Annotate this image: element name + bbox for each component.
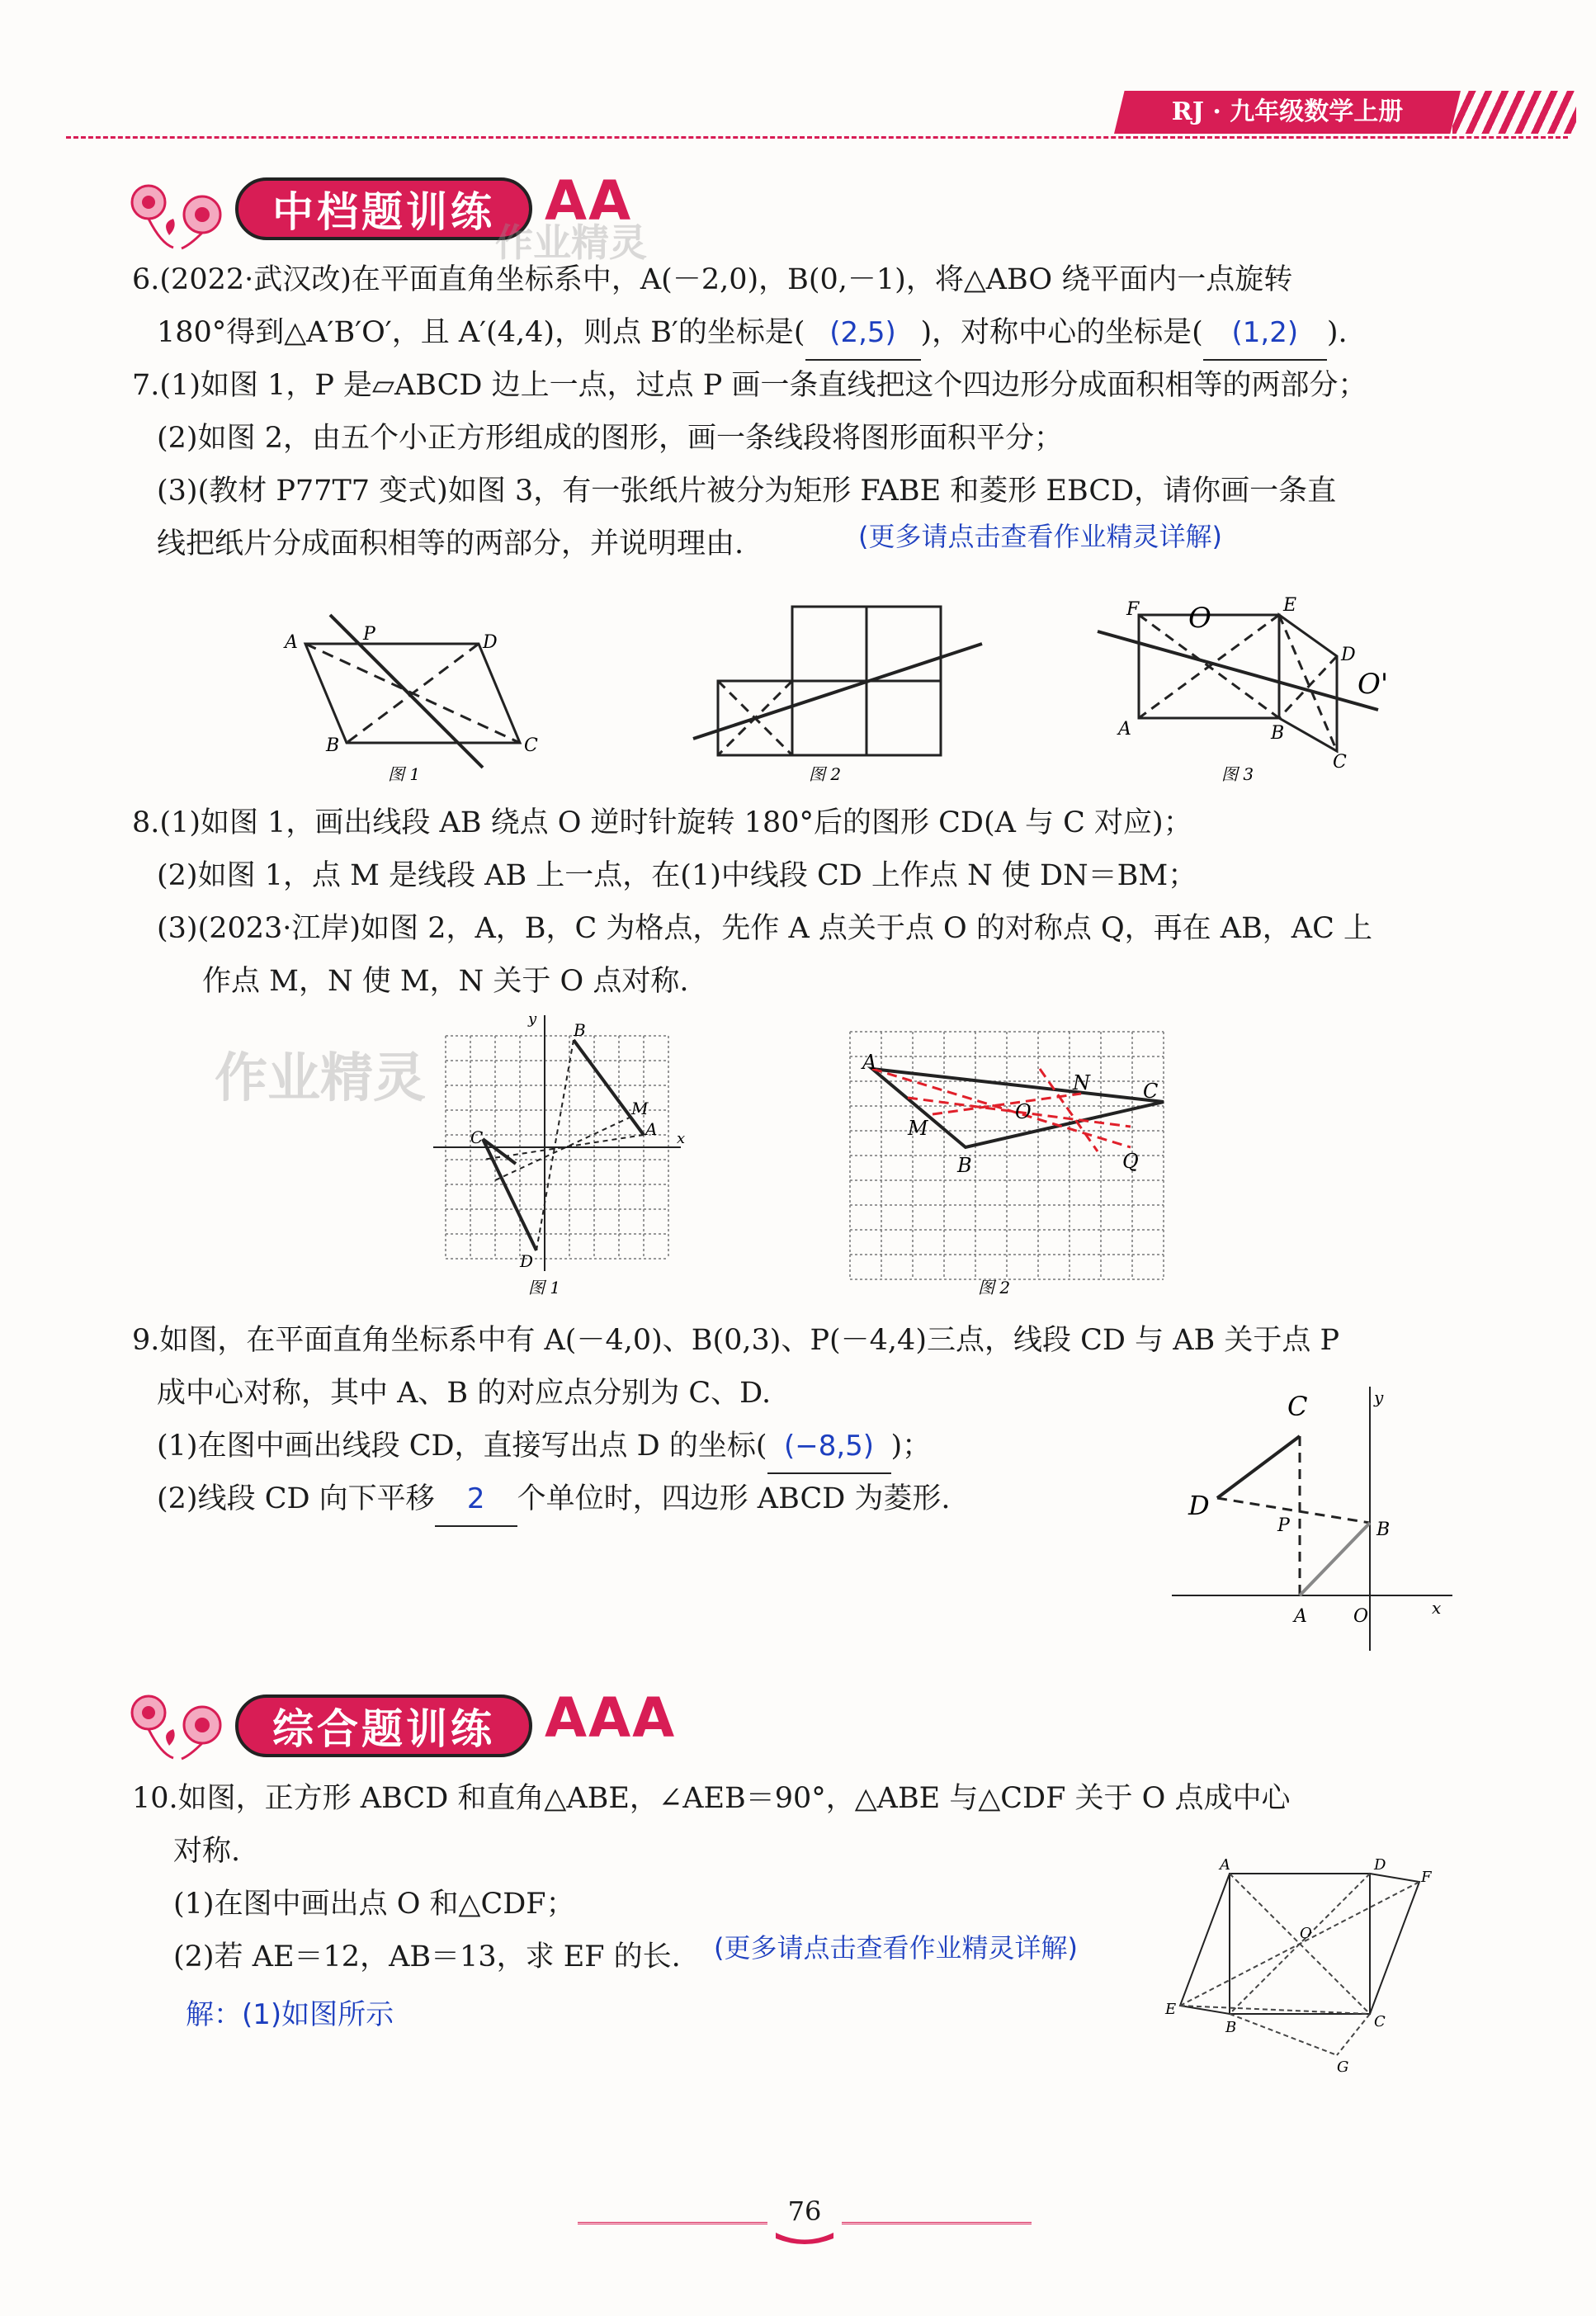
q9-answer1: (−8,5)	[783, 1430, 875, 1463]
q9-line3	[157, 1420, 931, 1474]
q10-line4: (2)若 AE＝12，AB＝13，求 EF 的长.	[173, 1940, 681, 1973]
q6-line1: 6.(2022·武汉改)在平面直角坐标系中，A(－2,0)，B(0,－1)，将△ABO 绕平面内一点旋转	[132, 263, 1293, 296]
q7-line1: 7.(1)如图 1，P 是▱ABCD 边上一点，过点 P 画一条直线把这个四边形分成面积相等的两部分；	[132, 369, 1367, 402]
svg-text:A: A	[645, 1119, 658, 1139]
q9-line3b: )；	[890, 1430, 932, 1463]
q9-line4b: 个单位时，四边形 ABCD 为菱形.	[517, 1482, 951, 1515]
svg-text:O: O	[1015, 1100, 1032, 1123]
q9-line1: 9.如图，在平面直角坐标系中有 A(－4,0)、B(0,3)、P(－4,4)三点，线段 CD 与 AB 关于点 P	[132, 1324, 1339, 1357]
q6-line2b: )，对称中心的坐标是(	[920, 316, 1203, 349]
svg-text:B: B	[1376, 1520, 1391, 1540]
q8-fig1-caption: 图 1	[528, 1278, 561, 1297]
footer-line-right	[842, 2222, 1032, 2224]
q9-line4a: (2)线段 CD 向下平移	[157, 1482, 435, 1515]
q8-figure1	[433, 1011, 685, 1297]
svg-text:D: D	[1374, 1856, 1386, 1874]
q7-line4: 线把纸片分成面积相等的两部分，并说明理由.	[157, 527, 744, 560]
q6-line2c: ).	[1326, 316, 1348, 349]
svg-text:A: A	[1220, 1856, 1230, 1874]
q8-figures	[429, 1011, 1254, 1303]
q6-answer2: (1,2)	[1231, 316, 1299, 349]
footer-line-left	[578, 2222, 767, 2224]
svg-text:x: x	[677, 1130, 686, 1147]
q10-line1: 10.如图，正方形 ABCD 和直角△ABE，∠AEB＝90°，△ABE 与△CDF 关于 O 点成中心	[132, 1782, 1291, 1815]
section-title-mid: 中档题训练	[235, 177, 532, 240]
q6-answer1: (2,5)	[829, 316, 896, 349]
svg-text:x: x	[1432, 1598, 1442, 1618]
q7-fig1-caption: 图 1	[388, 764, 421, 784]
svg-text:D: D	[520, 1251, 534, 1271]
svg-text:B: B	[326, 735, 340, 756]
svg-text:A: A	[285, 632, 298, 653]
header-bar	[0, 0, 1596, 149]
q7-figure2	[693, 607, 982, 755]
svg-text:A: A	[1294, 1606, 1307, 1627]
svg-text:y: y	[1374, 1387, 1384, 1407]
svg-text:B: B	[957, 1154, 972, 1177]
svg-text:y: y	[528, 1011, 537, 1028]
svg-text:N: N	[1073, 1071, 1090, 1094]
page-number: 76	[787, 2195, 822, 2227]
q7-figure3	[1098, 595, 1388, 773]
svg-text:E: E	[1165, 2001, 1177, 2018]
flower-icon-2	[124, 1680, 239, 1765]
q9-line4	[157, 1472, 951, 1527]
section-title-comp: 综合题训练	[235, 1694, 532, 1757]
svg-text:C: C	[524, 735, 538, 756]
q7-line2: (2)如图 2，由五个小正方形组成的图形，画一条线段将图形面积平分；	[157, 422, 1063, 455]
q7-figure1	[283, 615, 538, 768]
q7-hint[interactable]: (更多请点击查看作业精灵详解)	[858, 521, 1222, 552]
svg-text:C: C	[1143, 1080, 1159, 1103]
q6-line2a: 180°得到△A′B′O′，且 A′(4,4)，则点 B′的坐标是(	[157, 316, 805, 349]
svg-text:O: O	[1300, 1925, 1312, 1942]
svg-text:M: M	[631, 1099, 649, 1118]
flower-icon	[124, 169, 239, 255]
svg-text:B: B	[574, 1020, 586, 1040]
svg-text:C: C	[1287, 1391, 1308, 1422]
q10-line3: (1)在图中画出点 O 和△CDF；	[173, 1888, 575, 1921]
q8-line1: 8.(1)如图 1，画出线段 AB 绕点 O 逆时针旋转 180°后的图形 CD(A 与 C 对应)；	[132, 806, 1192, 839]
q10-solution: 解：(1)如图所示	[186, 1998, 394, 2031]
header-label: RJ · 九年级数学上册	[1171, 97, 1404, 126]
q8-line3: (3)(2023·江岸)如图 2，A，B，C 为格点，先作 A 点关于点 O 的对称点 Q，再在 AB，AC 上	[157, 912, 1372, 945]
svg-text:P: P	[1277, 1515, 1290, 1536]
q7-fig3-caption: 图 3	[1221, 764, 1254, 784]
svg-text:E: E	[1283, 595, 1297, 616]
svg-text:O: O	[1188, 602, 1211, 635]
svg-text:F: F	[1421, 1869, 1432, 1886]
svg-text:F: F	[1126, 599, 1140, 620]
watermark-mid: 作业精灵	[215, 1048, 426, 1109]
svg-text:O: O	[1353, 1606, 1369, 1627]
q8-figure2	[850, 1032, 1164, 1297]
header-dashed-line	[66, 136, 1568, 139]
svg-text:B: B	[1271, 723, 1285, 744]
q10-figure	[1164, 1849, 1436, 2083]
svg-text:B: B	[1225, 2019, 1237, 2036]
q10-hint[interactable]: (更多请点击查看作业精灵详解)	[714, 1932, 1078, 1964]
q8-line4: 作点 M，N 使 M，N 关于 O 点对称.	[202, 965, 689, 998]
watermark-top: 作业精灵	[495, 220, 647, 265]
svg-text:M: M	[908, 1117, 928, 1140]
svg-text:Q: Q	[1122, 1150, 1139, 1173]
q7-fig2-caption: 图 2	[809, 764, 842, 784]
q8-fig2-caption: 图 2	[978, 1278, 1011, 1297]
svg-text:P: P	[363, 624, 375, 645]
section-level-comp: AAA	[545, 1686, 677, 1750]
q9-line2: 成中心对称，其中 A、B 的对应点分别为 C、D.	[157, 1377, 772, 1410]
svg-text:C: C	[1333, 752, 1347, 773]
svg-text:D: D	[1188, 1490, 1210, 1521]
svg-text:A: A	[862, 1051, 877, 1074]
svg-text:C: C	[470, 1127, 484, 1147]
section-level-mid: AA	[545, 169, 633, 233]
q8-line2: (2)如图 1，点 M 是线段 AB 上一点，在(1)中线段 CD 上作点 N 使 DN＝BM；	[157, 859, 1197, 892]
q7-line3: (3)(教材 P77T7 变式)如图 3，有一张纸片被分为矩形 FABE 和菱形 EBCD，请你画一条直	[157, 475, 1337, 508]
svg-text:A: A	[1118, 719, 1131, 740]
q6-line2	[157, 306, 1348, 361]
svg-text:C: C	[1374, 2013, 1386, 2030]
svg-text:D: D	[1341, 645, 1356, 665]
q9-line3a: (1)在图中画出线段 CD，直接写出点 D 的坐标(	[157, 1430, 767, 1463]
header-stripes	[1452, 91, 1576, 134]
svg-text:G: G	[1337, 2058, 1349, 2076]
svg-text:O': O'	[1358, 668, 1389, 701]
book-icon	[772, 2229, 838, 2250]
q9-answer2: 2	[466, 1482, 485, 1515]
svg-text:D: D	[483, 632, 498, 653]
q10-line2: 对称.	[173, 1835, 241, 1868]
q7-figures	[248, 578, 1403, 796]
q9-figure	[1155, 1370, 1452, 1671]
